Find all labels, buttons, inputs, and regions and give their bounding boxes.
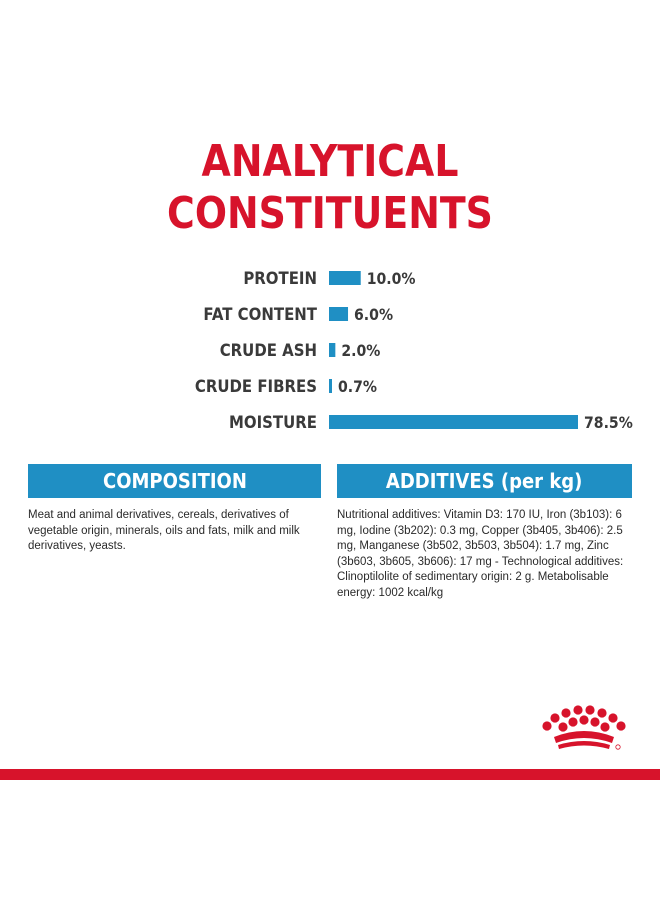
- value-label-crude-fibres: 0.7%: [338, 377, 378, 397]
- value-label-protein: 10.0%: [366, 269, 416, 289]
- chart-title-line-1: ANALYTICAL: [201, 136, 459, 187]
- bar-moisture: [329, 415, 578, 429]
- bar-protein: [329, 271, 361, 285]
- category-label-protein: PROTEIN: [243, 268, 317, 289]
- category-label-moisture: MOISTURE: [229, 412, 317, 433]
- bar-crude-fibres: [329, 379, 332, 393]
- additives-text: Nutritional additives: Vitamin D3: 170 IU, Iron (3b103): 6 mg, Iodine (3b202): 0.3 mg, Copper (3b405, 3b406): 2.5 mg, Manganese (3b502, 3b503, 3b504): 1.7 mg, Zinc (3b603, 3b605, 3b606): 17 mg - Technological additives: Clinoptilolite of sedimentary origin: 2 g. Metabolisable energy: 1002 kcal/kg: [337, 509, 624, 599]
- value-label-crude-ash: 2.0%: [341, 341, 381, 361]
- value-label-fat-content: 6.0%: [354, 305, 394, 325]
- composition-header-label: COMPOSITION: [102, 469, 247, 493]
- value-label-moisture: 78.5%: [584, 413, 633, 433]
- chart-title-line-2: CONSTITUENTS: [167, 188, 493, 239]
- additives-header-label: ADDITIVES (per kg): [386, 469, 583, 493]
- royal-canin-crown-icon: [540, 703, 630, 753]
- bar-fat-content: [329, 307, 348, 321]
- analytical-constituents-chart: [0, 258, 660, 438]
- composition-text: Meat and animal derivatives, cereals, derivatives of vegetable origin, minerals, oils and fats, milk and milk derivatives, yeasts.: [28, 509, 300, 552]
- category-label-crude-ash: CRUDE ASH: [219, 340, 317, 361]
- chart-title: [46, 136, 614, 240]
- category-label-crude-fibres: CRUDE FIBRES: [194, 376, 317, 397]
- red-footer-band: [0, 769, 660, 780]
- category-label-fat-content: FAT CONTENT: [203, 304, 317, 325]
- composition-header: [28, 464, 321, 498]
- additives-header: [337, 464, 632, 498]
- bar-crude-ash: [329, 343, 335, 357]
